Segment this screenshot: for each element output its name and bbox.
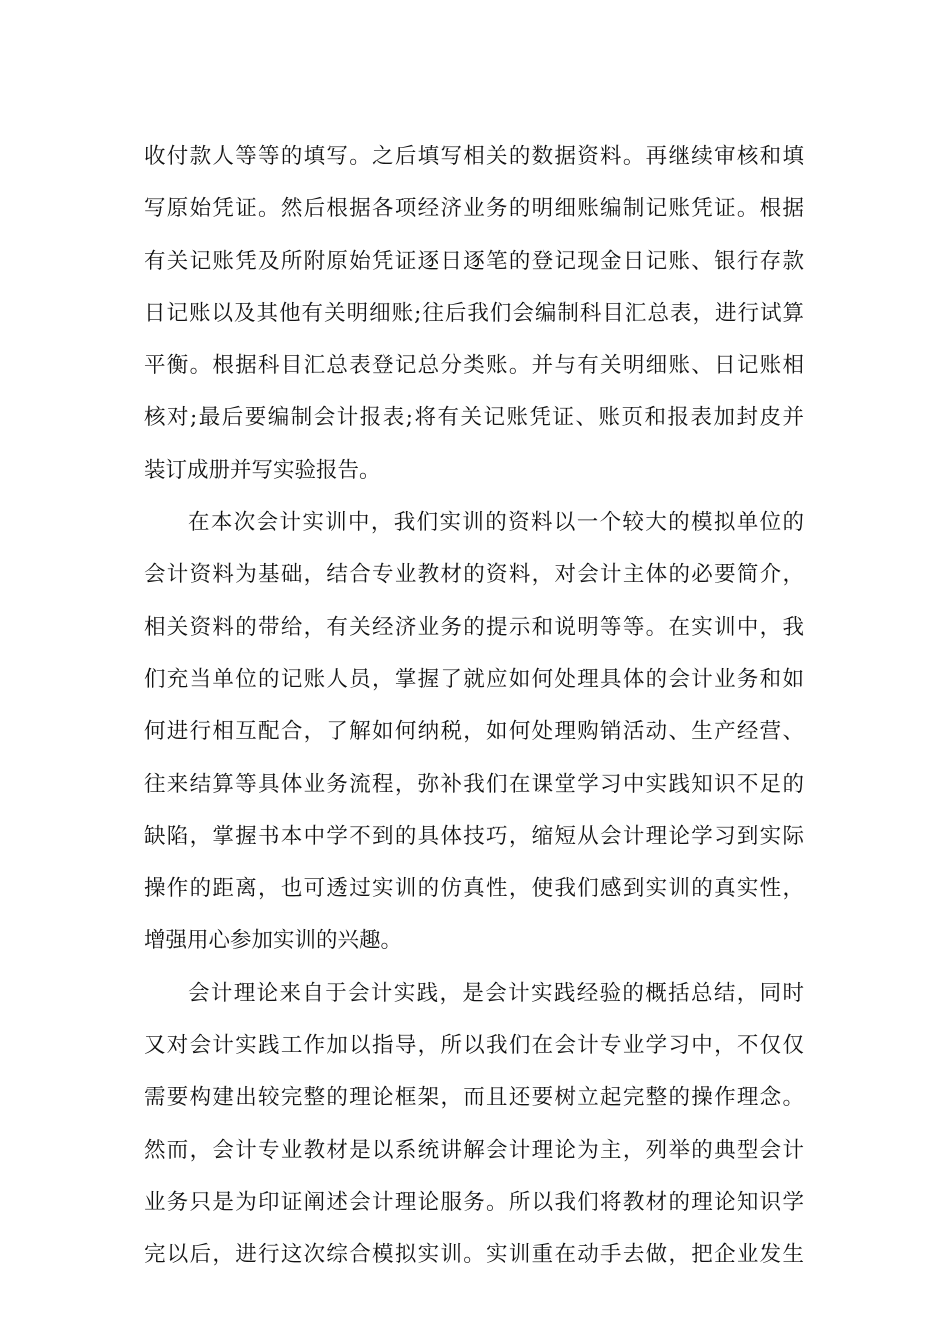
text-line: 缺陷，掌握书本中学不到的具体技巧，缩短从会计理论学习到实际 [144,823,804,849]
text-line: 又对会计实践工作加以指导，所以我们在会计专业学习中，不仅仅 [144,1033,804,1059]
text-line: 业务只是为印证阐述会计理论服务。所以我们将教材的理论知识学 [144,1189,804,1215]
text-line: 何进行相互配合，了解如何纳税，如何处理购销活动、生产经营、 [144,719,804,745]
text-line: 们充当单位的记账人员，掌握了就应如何处理具体的会计业务和如 [144,666,804,692]
text-line: 有关记账凭及所附原始凭证逐日逐笔的登记现金日记账、银行存款 [144,248,804,274]
text-line: 需要构建出较完整的理论框架，而且还要树立起完整的操作理念。 [144,1085,804,1111]
text-line: 相关资料的带给，有关经济业务的提示和说明等等。在实训中，我 [144,614,804,640]
text-line: 核对;最后要编制会计报表;将有关记账凭证、账页和报表加封皮并 [144,405,804,431]
body-text [144,131,804,1282]
text-line: 然而，会计专业教材是以系统讲解会计理论为主，列举的典型会计 [144,1137,804,1163]
text-line: 操作的距离，也可透过实训的仿真性，使我们感到实训的真实性， [144,876,804,902]
text-line: 写原始凭证。然后根据各项经济业务的明细账编制记账凭证。根据 [144,196,804,222]
text-line: 增强用心参加实训的兴趣。 [144,928,403,954]
text-line: 在本次会计实训中，我们实训的资料以一个较大的模拟单位的 [188,510,804,536]
text-line: 会计理论来自于会计实践，是会计实践经验的概括总结，同时 [188,980,804,1006]
text-line: 收付款人等等的填写。之后填写相关的数据资料。再继续审核和填 [144,144,804,169]
text-line: 平衡。根据科目汇总表登记总分类账。并与有关明细账、日记账相 [144,353,804,379]
text-line: 装订成册并写实验报告。 [144,457,381,483]
text-line: 往来结算等具体业务流程，弥补我们在课堂学习中实践知识不足的 [144,771,804,797]
text-line: 完以后，进行这次综合模拟实训。实训重在动手去做，把企业发生 [144,1242,804,1268]
text-line: 日记账以及其他有关明细账;往后我们会编制科目汇总表，进行试算 [144,300,804,326]
text-line: 会计资料为基础，结合专业教材的资料，对会计主体的必要简介， [144,562,804,588]
